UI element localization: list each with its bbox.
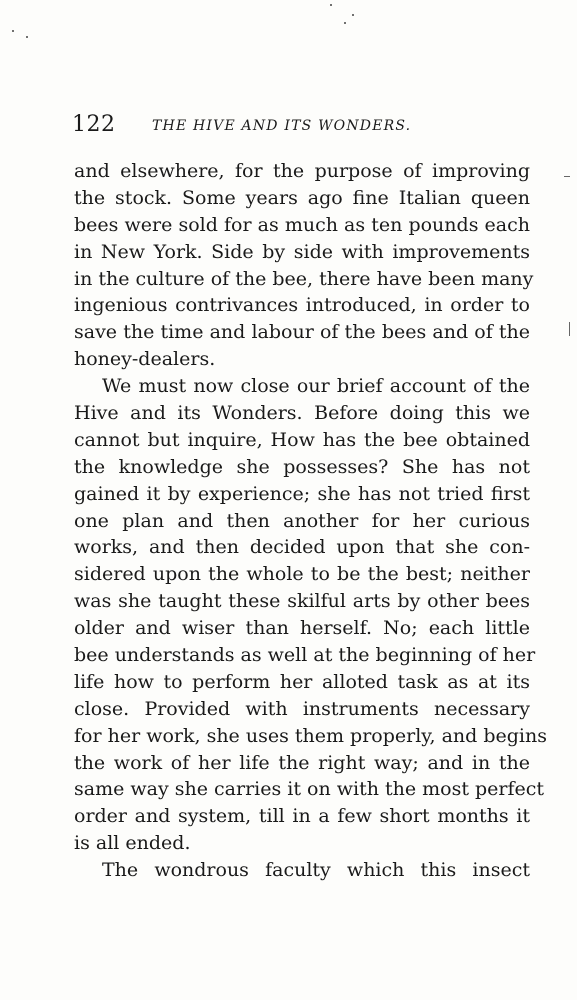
running-title: THE HIVE AND ITS WONDERS. [152, 118, 412, 134]
text-line: cannot but inquire, How has the bee obtained [74, 428, 530, 451]
running-header [72, 112, 452, 142]
text-line: save the time and labour of the bees and of the [74, 321, 530, 344]
text-line: close. Provided with instruments necessary [74, 697, 530, 720]
text-line: is all ended. [74, 832, 191, 855]
scan-speck [26, 36, 28, 38]
text-line: for her work, she uses them properly, and begins [74, 724, 547, 747]
body-text [74, 158, 547, 884]
text-line: bees were sold for as much as ten pounds each [74, 213, 530, 236]
text-line: sidered upon the whole to be the best; neither [74, 563, 530, 586]
text-line: order and system, till in a few short months it [74, 805, 530, 828]
text-line: the stock. Some years ago fine Italian queen [74, 186, 530, 209]
text-line: same way she carries it on with the most perfect [74, 778, 545, 801]
text-line: one plan and then another for her curious [74, 509, 530, 532]
scan-speck [352, 14, 354, 16]
text-line: The wondrous faculty which this insect [102, 859, 530, 882]
text-line: the work of her life the right way; and in the [74, 751, 530, 774]
text-line: works, and then decided upon that she con- [74, 536, 530, 559]
text-line: was she taught these skilful arts by other bees [74, 590, 530, 613]
scan-mark [569, 322, 570, 336]
page-number: 122 [72, 112, 116, 137]
text-line: ingenious contrivances introduced, in order to [74, 294, 530, 317]
text-line: honey-dealers. [74, 348, 216, 371]
scan-speck [330, 4, 332, 6]
text-line: We must now close our brief account of the [102, 375, 530, 398]
scan-mark [564, 176, 570, 177]
text-line: in New York. Side by side with improvements [74, 240, 530, 263]
text-line: in the culture of the bee, there have been many [74, 267, 534, 290]
scan-speck [344, 22, 346, 24]
text-line: gained it by experience; she has not tried first [74, 482, 530, 505]
text-line: life how to perform her alloted task as at its [74, 670, 530, 693]
text-line: Hive and its Wonders. Before doing this we [74, 402, 530, 425]
scan-speck [12, 30, 14, 32]
text-line: the knowledge she possesses? She has not [74, 455, 530, 478]
text-line: and elsewhere, for the purpose of improving [74, 160, 530, 182]
text-line: bee understands as well at the beginning of her [74, 644, 536, 667]
text-line: older and wiser than herself. No; each little [74, 617, 530, 640]
